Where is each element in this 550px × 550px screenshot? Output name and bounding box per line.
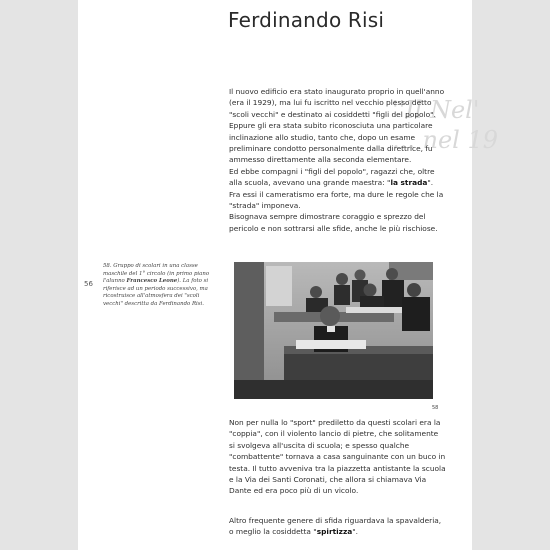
paragraph-sport: Non per nulla lo "sport" prediletto da questi scolari era la "coppia", con il violento lancio di pietre, che solitamente si svolgeva all'uscita di scuola; e spesso qualche "combattente" tornava a casa sanguinante con un buco in testa. Il tutto avveniva tra la piazzetta antistante la scuola e la Via dei Santi Coronati, che allora si chiamava Via Dante ed era poco più di un vicolo.: [229, 418, 446, 496]
bold-spirtizza: spirtizza: [316, 527, 353, 537]
photo-caption: 58. Gruppo di scolari in una classe maschile del 1° circolo (in primo piano l'alunno Francesco Leone). La foto si riferisce ad un periodo successivo, ma ricostruisce all'atmosfera dei "scoli vecchi" descritta da Ferdinando Risi.: [103, 263, 210, 307]
photo-number: 58: [432, 405, 439, 411]
bold-la-strada: la strada: [390, 178, 428, 188]
caption-student-name: Francesco Leone: [126, 278, 178, 285]
page-title: Ferdinando Risi: [228, 8, 385, 32]
page-number: 56: [84, 280, 93, 288]
classroom-photo: [234, 262, 433, 399]
classroom-photo-image: [234, 262, 433, 399]
bleed-through-heading: ''Il Nel' ... nel 19: [392, 96, 499, 154]
paragraph-spirtizza: Altro frequente genere di sfida riguardava la spavalderia, o meglio la cosiddetta "spirtizza".: [229, 516, 442, 537]
paragraph-school: Il nuovo edificio era stato inaugurato proprio in quell'anno (era il 1929), ma lui fu iscritto nel vecchio plesso detto "scoli vecchi" e destinato ai cosiddetti "figli del popolo". Eppure gli era stata subito riconosciuta una particolare inclinazione allo studio, tanto che, dopo un esame preliminare condotto personalmente dalla direttrice, fu ammesso direttamente alla seconda elementare. Ed ebbe compagni i "figli del popolo", ragazzi che, oltre alla scuola, avevano una grande maestra: "la strada". Fra essi il cameratismo era forte, ma dure le regole che la "strada" imponeva. Bisognava sempre dimostrare coraggio e sprezzo del pericolo e non sottrarsi alle sfide, anche le più rischiose.: [229, 87, 445, 233]
